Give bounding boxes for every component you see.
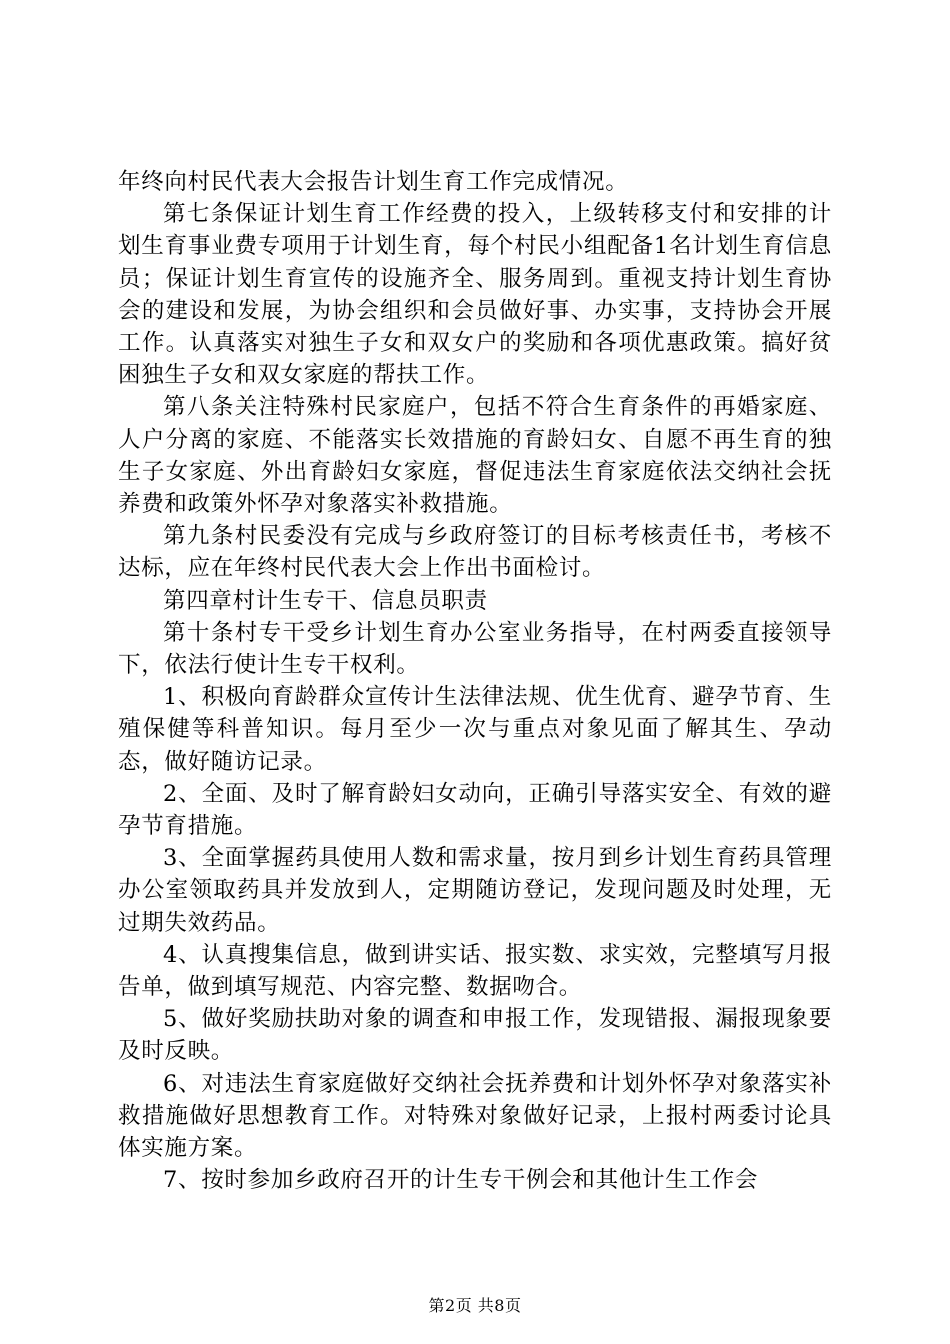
paragraph-1: 年终向村民代表大会报告计划生育工作完成情况。 (118, 169, 629, 195)
list-item-3: 3、全面掌握药具使用人数和需求量，按月到乡计划生育药具管理办公室领取药具并发放到人，定期随访登记，发现问题及时处理，无过期失效药品。 (118, 845, 832, 936)
page-total: 共8页 (477, 1296, 522, 1315)
list-item-6: 6、对违法生育家庭做好交纳社会抚养费和计划外怀孕对象落实补救措施做好思想教育工作。对特殊对象做好记录，上报村两委讨论具体实施方案。 (118, 1070, 832, 1162)
list-item-7: 7、按时参加乡政府召开的计生专干例会和其他计生工作会 (163, 1167, 759, 1194)
list-item-5: 5、做好奖励扶助对象的调查和申报工作，发现错报、漏报现象要及时反映。 (118, 1006, 832, 1065)
list-item-1: 1、积极向育龄群众宣传计生法律法规、优生优育、避孕节育、生殖保健等科普知识。每月至少一次与重点对象见面了解其生、孕动态，做好随访记录。 (118, 684, 832, 775)
chapter-heading: 第四章村计生专干、信息员职责 (163, 587, 488, 614)
list-item-2: 2、全面、及时了解育龄妇女动向，正确引导落实安全、有效的避孕节育措施。 (118, 780, 832, 840)
list-item-4: 4、认真搜集信息，做到讲实话、报实数、求实效，完整填写月报告单，做到填写规范、内容完整、数据吻合。 (118, 941, 832, 1001)
paragraph-article-9: 第九条村民委没有完成与乡政府签订的目标考核责任书，考核不达标，应在年终村民代表大会上作出书面检讨。 (118, 523, 832, 582)
paragraph-article-8: 第八条关注特殊村民家庭户，包括不符合生育条件的再婚家庭、人户分离的家庭、不能落实长效措施的育龄妇女、自愿不再生育的独生子女家庭、外出育龄妇女家庭，督促违法生育家庭依法交纳社会抚养费和政策外怀孕对象落实补救措施。 (118, 394, 832, 518)
document-body (118, 166, 832, 1197)
page-number: 第2页 (428, 1296, 473, 1315)
paragraph-article-10: 第十条村专干受乡计划生育办公室业务指导，在村两委直接领导下，依法行使计生专干权利。 (118, 619, 832, 679)
paragraph-article-7: 第七条保证计划生育工作经费的投入，上级转移支付和安排的计划生育事业费专项用于计划生育，每个村民小组配备1名计划生育信息员；保证计划生育宣传的设施齐全、服务周到。重视支持计划生育协会的建设和发展，为协会组织和会员做好事、办实事，支持协会开展工作。认真落实对独生子女和双女户的奖励和各项优惠政策。搞好贫困独生子女和双女家庭的帮扶工作。 (118, 201, 832, 389)
page-footer (0, 1296, 950, 1316)
